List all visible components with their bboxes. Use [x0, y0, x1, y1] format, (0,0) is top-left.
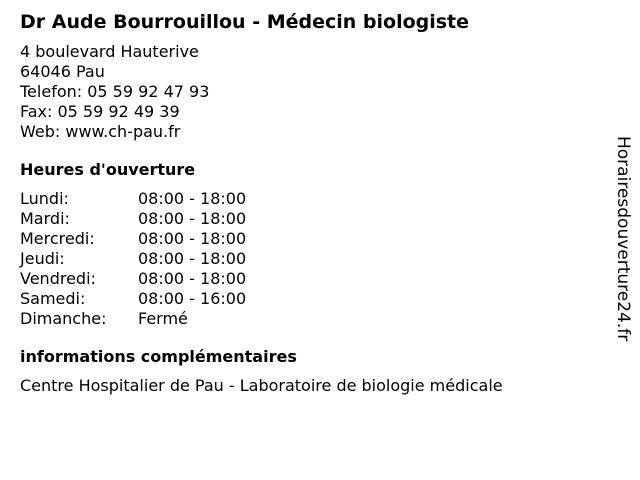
hours-row — [20, 189, 600, 209]
business-card — [20, 10, 600, 396]
day-label: Vendredi: — [20, 269, 96, 288]
additional-info-heading: informations complémentaires — [20, 347, 297, 366]
hours-row — [20, 289, 600, 309]
hours-row — [20, 229, 600, 249]
day-label: Lundi: — [20, 189, 69, 208]
day-label: Samedi: — [20, 289, 86, 308]
address-street: 4 boulevard Hauterive — [20, 42, 199, 61]
time-range: 08:00 - 16:00 — [138, 289, 247, 308]
hours-row — [20, 309, 600, 329]
time-range: 08:00 - 18:00 — [138, 209, 247, 228]
phone-number: Telefon: 05 59 92 47 93 — [20, 82, 210, 101]
day-label: Mardi: — [20, 209, 70, 228]
site-watermark: Horairesdouverture24.fr — [613, 136, 633, 342]
address-block — [20, 42, 600, 142]
time-range: 08:00 - 18:00 — [138, 189, 247, 208]
time-range: 08:00 - 18:00 — [138, 249, 247, 268]
day-label: Mercredi: — [20, 229, 95, 248]
website: Web: www.ch-pau.fr — [20, 122, 181, 141]
day-label: Dimanche: — [20, 309, 107, 328]
time-range: 08:00 - 18:00 — [138, 269, 247, 288]
hours-row — [20, 249, 600, 269]
day-label: Jeudi: — [20, 249, 65, 268]
hours-row — [20, 209, 600, 229]
fax-number: Fax: 05 59 92 49 39 — [20, 102, 180, 121]
additional-info-text: Centre Hospitalier de Pau - Laboratoire de biologie médicale — [20, 376, 503, 395]
hours-row — [20, 269, 600, 289]
opening-hours-heading: Heures d'ouverture — [20, 160, 196, 179]
time-range: Fermé — [138, 309, 188, 328]
page-title: Dr Aude Bourrouillou - Médecin biologiste — [20, 11, 470, 33]
address-city: 64046 Pau — [20, 62, 105, 81]
time-range: 08:00 - 18:00 — [138, 229, 247, 248]
opening-hours-table — [20, 189, 600, 329]
